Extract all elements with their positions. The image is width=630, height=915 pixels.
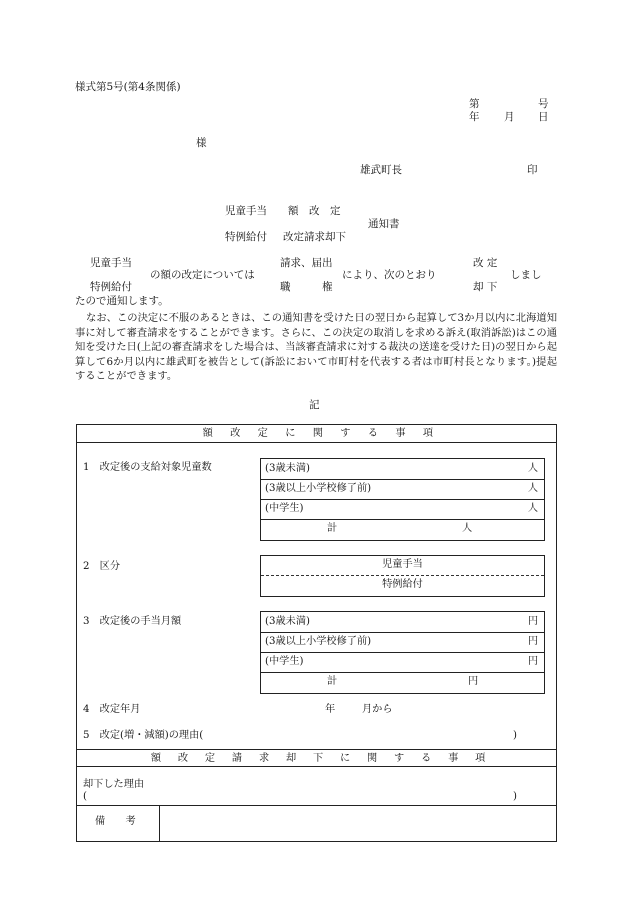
monthly-row-junior-high: (中学生) <box>265 656 304 667</box>
children-row-under3: (3歳未満) <box>265 463 310 474</box>
number-suffix: 号 <box>538 98 549 110</box>
children-total-unit: 人 <box>462 523 473 534</box>
rejection-reason-open: ( <box>83 791 87 802</box>
category-label: 2 区分 <box>83 561 121 572</box>
rejection-reason-label: 却下した理由 <box>83 779 145 790</box>
revision-date-year: 年 <box>325 704 336 715</box>
monthly-row-elementary: (3歳以上小学校修了前) <box>265 636 372 647</box>
title-special-benefit: 特例給付 <box>225 231 267 243</box>
title-notice: 通知書 <box>368 218 400 230</box>
title-revision-rejection: 改定請求却下 <box>283 231 346 243</box>
category-child-allowance: 児童手当 <box>382 559 423 570</box>
children-row-elementary-unit: 人 <box>527 483 538 494</box>
monthly-total-unit: 円 <box>468 676 479 687</box>
intro-line2: たので通知します。 <box>75 295 169 307</box>
appeal-notice: なお、この決定に不服のあるときは、この通知書を受けた日の翌日から起算して3か月以内に北海道知事に対して審査請求をすることができます。さらに、この決定の取消しを求める訴え(取消訴訟)はこの通知を受けた日(上記の審査請求をした場合は、当該審査請求に対する裁決の送達を受けた日)の翌日から起算して6か月以内に雄武町を被告として(訴訟において市町村を代表する者は市町村長となります。)提起することができます。 <box>75 312 557 382</box>
category-box <box>260 555 545 597</box>
rejection-reason-close: ) <box>513 791 517 802</box>
category-special-benefit: 特例給付 <box>382 579 423 590</box>
number-label: 第 <box>469 98 480 110</box>
children-row-elementary: (3歳以上小学校修了前) <box>265 483 372 494</box>
intro-revise: 改 定 <box>473 257 498 269</box>
title-amount-revision: 額 改 定 <box>288 205 341 217</box>
children-row-junior-high: (中学生) <box>265 503 304 514</box>
intro-claim: 請求、届出 <box>280 257 333 269</box>
section2-header: 額改定請求却下に関する事項 <box>150 753 503 764</box>
revision-reason-label: 5 改定(増・減額)の理由( <box>83 730 204 741</box>
year-label: 年 <box>469 111 480 123</box>
issuer-name: 雄武町長 <box>360 164 402 176</box>
monthly-total-label: 計 <box>327 676 338 687</box>
revision-reason-close: ) <box>513 730 517 741</box>
seal-mark: 印 <box>527 164 538 176</box>
children-row-junior-high-unit: 人 <box>527 503 538 514</box>
children-count-box <box>260 458 545 541</box>
addressee-suffix: 様 <box>196 137 207 149</box>
section1-header: 額改定に関する事項 <box>202 428 451 439</box>
title-child-allowance: 児童手当 <box>225 205 267 217</box>
intro-end: しまし <box>510 269 542 281</box>
monthly-row-elementary-unit: 円 <box>527 636 538 647</box>
form-id: 様式第5号(第4条関係) <box>75 81 181 93</box>
intro-middle: により、次のとおり <box>342 269 437 281</box>
monthly-amount-label: 3 改定後の手当月額 <box>83 616 182 627</box>
revision-date-label: 4 改定年月 <box>83 704 141 715</box>
intro-amount-text: の額の改定については <box>150 269 255 281</box>
children-count-label: 1 改定後の支給対象児童数 <box>83 462 212 473</box>
ki-mark: 記 <box>309 399 320 411</box>
monthly-row-junior-high-unit: 円 <box>527 656 538 667</box>
monthly-amount-box <box>260 611 545 694</box>
intro-special-benefit: 特例給付 <box>90 281 132 293</box>
day-label: 日 <box>538 111 549 123</box>
intro-ex-officio: 職 権 <box>280 281 333 293</box>
month-label: 月 <box>504 111 515 123</box>
details-table <box>76 424 557 842</box>
intro-child-allowance: 児童手当 <box>90 257 132 269</box>
intro-reject: 却 下 <box>473 281 498 293</box>
monthly-row-under3-unit: 円 <box>527 616 538 627</box>
revision-date-from: 月から <box>362 704 393 715</box>
children-total-label: 計 <box>327 523 338 534</box>
children-row-under3-unit: 人 <box>527 463 538 474</box>
remarks-label: 備 考 <box>95 816 136 827</box>
monthly-row-under3: (3歳未満) <box>265 616 310 627</box>
